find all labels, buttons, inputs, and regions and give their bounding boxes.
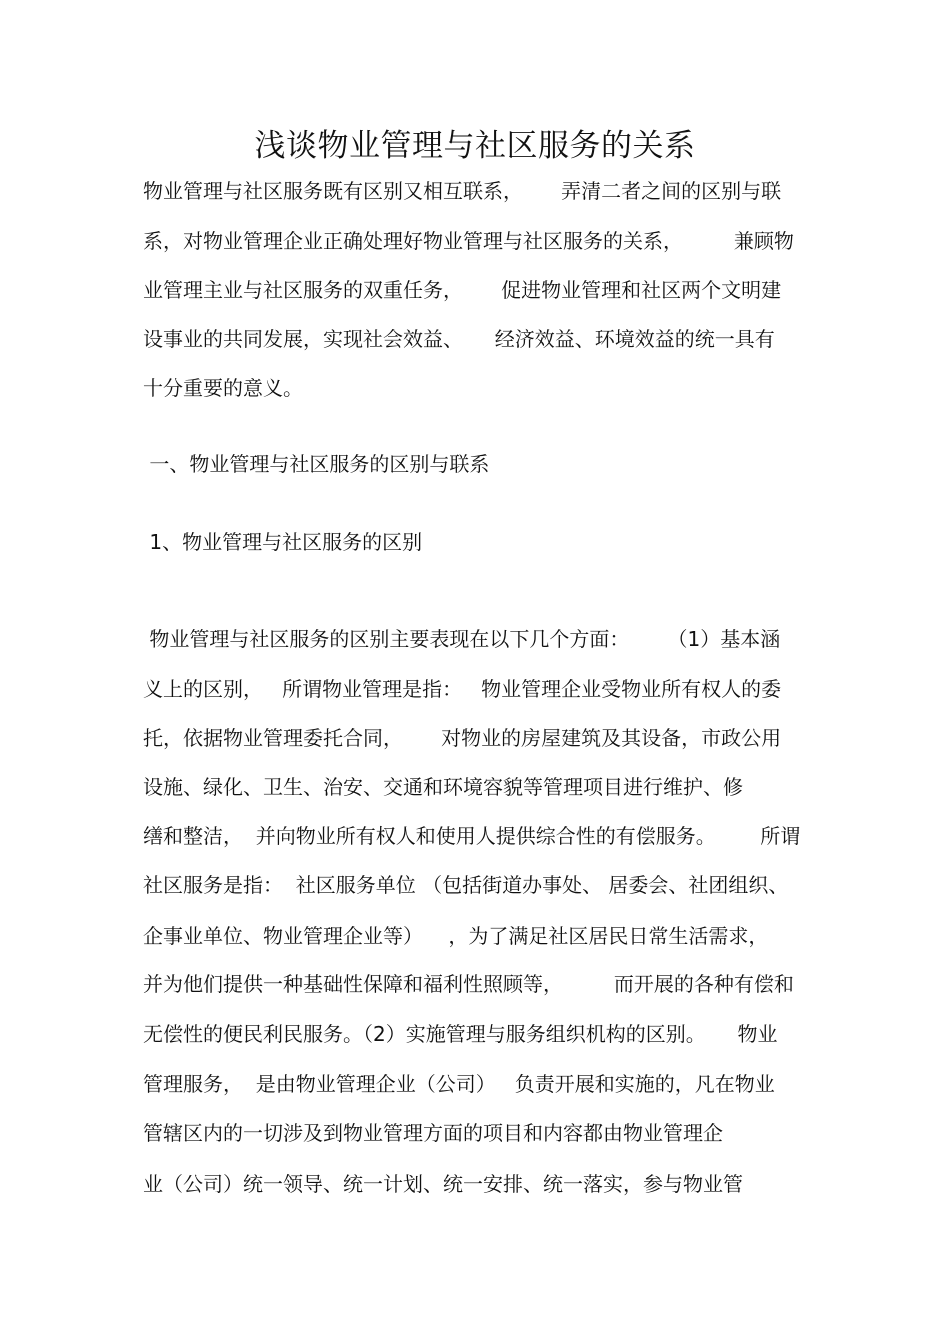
intro-line: 物业管理与社区服务既有区别又相互联系， 弄清二者之间的区别与联 [143, 179, 782, 203]
body-line: 业（公司）统一领导、统一计划、统一安排、统一落实，参与物业管 [143, 1172, 743, 1196]
intro-line: 十分重要的意义。 [143, 376, 303, 400]
body-line: 设施、绿化、卫生、治安、交通和环境容貌等管理项目进行维护、修 [143, 775, 743, 799]
intro-line: 设事业的共同发展，实现社会效益、 经济效益、环境效益的统一具有 [143, 327, 775, 351]
subsection-heading: 1、物业管理与社区服务的区别 [143, 530, 423, 554]
body-line: 管辖区内的一切涉及到物业管理方面的项目和内容都由物业管理企 [143, 1121, 723, 1145]
body-line: 社区服务是指： 社区服务单位 （包括街道办事处、 居委会、社团组织、 [143, 873, 789, 897]
body-line: 托，依据物业管理委托合同， 对物业的房屋建筑及其设备，市政公用 [143, 726, 782, 750]
body-line: 缮和整洁， 并向物业所有权人和使用人提供综合性的有偿服务。 所谓 [143, 824, 801, 848]
document-title: 浅谈物业管理与社区服务的关系 [254, 128, 696, 164]
body-line: 物业管理与社区服务的区别主要表现在以下几个方面： （1）基本涵 [143, 627, 781, 651]
body-line: 企事业单位、物业管理企业等） ，为了满足社区居民日常生活需求， [143, 924, 769, 948]
body-line: 义上的区别， 所谓物业管理是指： 物业管理企业受物业所有权人的委 [143, 677, 782, 701]
intro-line: 业管理主业与社区服务的双重任务， 促进物业管理和社区两个文明建 [143, 278, 782, 302]
body-line: 无偿性的便民利民服务。（2）实施管理与服务组织机构的区别。 物业 [143, 1022, 778, 1046]
section-heading: 一、物业管理与社区服务的区别与联系 [143, 452, 490, 476]
body-line: 管理服务， 是由物业管理企业（公司） 负责开展和实施的，凡在物业 [143, 1072, 775, 1096]
body-line: 并为他们提供一种基础性保障和福利性照顾等， 而开展的各种有偿和 [143, 972, 794, 996]
intro-line: 系，对物业管理企业正确处理好物业管理与社区服务的关系， 兼顾物 [143, 229, 794, 253]
